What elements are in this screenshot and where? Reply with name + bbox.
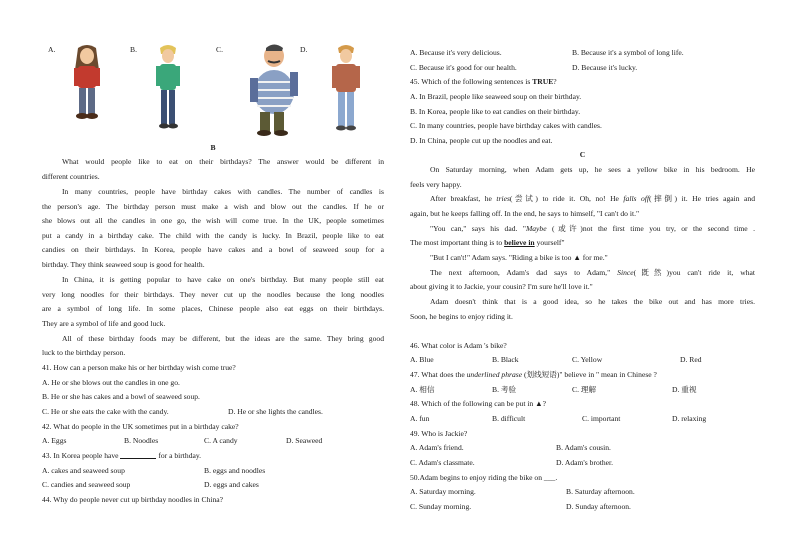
q48-option-d[interactable]: D. relaxing	[672, 414, 707, 423]
passage-b-p4-line1: All of these birthday foods may be different, but the ideas are the same. They bring good	[62, 334, 384, 343]
passage-b-p3-line3: are a symbol of long life. In some places, Chinese people also eat eggs on their birthdays.	[42, 304, 384, 313]
q46-option-d[interactable]: D. Red	[680, 355, 702, 364]
q50-option-a[interactable]: A. Saturday morning.	[410, 487, 476, 496]
passage-b-p3-line1: In China, it is getting popular to have cake on one's birthday. But many people still eat	[62, 275, 384, 284]
q45-option-d[interactable]: D. In China, people cut up the noodles and eat.	[410, 136, 553, 145]
q50-option-c[interactable]: C. Sunday morning.	[410, 502, 472, 511]
q46-option-c[interactable]: C. Yellow	[572, 355, 603, 364]
q41-option-d[interactable]: D. He or she lights the candles.	[228, 407, 323, 416]
c3-word-maybe: Maybe	[525, 224, 547, 233]
q47-text-a: 47. What does the	[410, 370, 467, 379]
q49-option-d[interactable]: D. Adam's brother.	[556, 458, 614, 467]
passage-c-p5-line1	[430, 268, 755, 277]
figure-c-man-image	[240, 42, 304, 138]
figure-label-a: A.	[48, 45, 56, 54]
passage-c-p3-line2	[410, 238, 565, 247]
q43-option-a[interactable]: A. cakes and seaweed soup	[42, 466, 125, 475]
section-b-heading: B	[210, 143, 216, 152]
question-45	[410, 77, 557, 86]
q47-option-d[interactable]: D. 重视	[672, 385, 697, 394]
c5-text-a: The next afternoon, Adam's dad says to Adam,"	[430, 268, 618, 277]
q47-option-c[interactable]: C. 理解	[572, 385, 597, 394]
q47-option-a[interactable]: A. 相信	[410, 385, 435, 394]
question-46: 46. What color is Adam 's bike?	[410, 341, 507, 350]
q49-option-a[interactable]: A. Adam's friend.	[410, 443, 464, 452]
q47-underlined-phrase: underlined phrase	[466, 370, 523, 379]
q48-option-c[interactable]: C. important	[582, 414, 621, 423]
q45-text-start: 45. Which of the following sentences is	[410, 77, 533, 86]
question-43	[42, 451, 201, 460]
passage-c-p1-line2: feels very happy.	[410, 180, 462, 189]
q43-blank[interactable]	[120, 458, 156, 459]
q41-option-c[interactable]: C. He or she eats the cake with the candy.	[42, 407, 169, 416]
q50-option-d[interactable]: D. Sunday afternoon.	[566, 502, 631, 511]
passage-b-p3-line4: They are a symbol of life and good luck.	[42, 319, 166, 328]
q46-option-a[interactable]: A. Blue	[410, 355, 434, 364]
q44-option-b[interactable]: B. Because it's a symbol of long life.	[572, 48, 684, 57]
q42-option-c[interactable]: C. A candy	[204, 436, 238, 445]
passage-c-p6-line1: Adam doesn't think that is a good idea, so he takes the bike out and has more tries.	[430, 297, 755, 306]
q44-option-a[interactable]: A. Because it's very delicious.	[410, 48, 502, 57]
c2-gloss-tries: (尝试)	[509, 194, 538, 203]
q44-option-c[interactable]: C. Because it's good for our health.	[410, 63, 517, 72]
passage-b-p1-line2: different countries.	[42, 172, 100, 181]
q43-text-start: 43. In Korea people have	[42, 451, 121, 460]
c2-word-tries: tries	[496, 194, 510, 203]
question-50: 50.Adam begins to enjoy riding the bike on ___.	[410, 473, 558, 482]
passage-b-p1-line1: What would people like to eat on their birthdays? The answer would be different in	[62, 157, 384, 166]
c3-underlined-believe-in: believe in	[504, 238, 535, 247]
q45-true-keyword: TRUE	[532, 77, 554, 86]
passage-b-p2-line1: In many countries, people have birthday cakes with candles. The number of candles is	[62, 187, 384, 196]
c2-gloss-falls-off: (摔倒)	[649, 194, 678, 203]
figure-label-d: D.	[300, 45, 308, 54]
passage-b-p4-line2: luck to the birthday person.	[42, 348, 126, 357]
passage-b-p2-line5: candies on their birthdays. In Korea, people have cakes and a bowl of seaweed soup for a	[42, 245, 384, 254]
passage-b-p2-line2: the person's age. The birthday person must make a wish and blow out the candles. If he or	[42, 202, 384, 211]
passage-b-p2-line3: she blows out all the candles in one go, the wish will come true. In the UK, people sometimes	[42, 216, 384, 225]
q44-option-d[interactable]: D. Because it's lucky.	[572, 63, 638, 72]
passage-c-p6-line2: Soon, he begins to enjoy riding it.	[410, 312, 513, 321]
passage-b-p3-line2: very long noodles for their birthdays. They never cut up the noodles because the long noodles	[42, 290, 384, 299]
passage-c-p2-line2: again, but he keeps falling off. In the end, he says to himself, "I can't do it."	[410, 209, 640, 218]
q43-text-end: for a birthday.	[156, 451, 202, 460]
q41-option-a[interactable]: A. He or she blows out the candles in one go.	[42, 378, 180, 387]
q49-option-c[interactable]: C. Adam's classmate.	[410, 458, 475, 467]
q47-text-b: (划线短语)" believe in " mean in Chinese ?	[522, 370, 657, 379]
figure-a-girl-image	[64, 44, 110, 122]
q47-option-b[interactable]: B. 考验	[492, 385, 517, 394]
c2-text-c: it. He tries again and	[677, 194, 755, 203]
figure-b-boy-image	[148, 44, 188, 134]
question-44: 44. Why do people never cut up birthday noodles in China?	[42, 495, 224, 504]
c5-word-since: Since	[617, 268, 634, 277]
figure-d-man-image	[326, 44, 366, 136]
figure-label-c: C.	[216, 45, 223, 54]
question-47	[410, 370, 657, 379]
q43-option-c[interactable]: C. candies and seaweed soup	[42, 480, 131, 489]
q42-option-a[interactable]: A. Eggs	[42, 436, 67, 445]
q49-option-b[interactable]: B. Adam's cousin.	[556, 443, 611, 452]
q46-option-b[interactable]: B. Black	[492, 355, 519, 364]
question-42: 42. What do people in the UK sometimes put in a birthday cake?	[42, 422, 239, 431]
c3-text-a: "You can," says his dad. "	[430, 224, 526, 233]
c3-text-d: yourself"	[534, 238, 565, 247]
c3-gloss-maybe: (或许)	[546, 224, 583, 233]
q42-option-d[interactable]: D. Seaweed	[286, 436, 323, 445]
question-49: 49. Who is Jackie?	[410, 429, 468, 438]
section-c-heading: C	[579, 150, 586, 159]
passage-c-p5-line2: about giving it to Jackie, your cousin? I'm sure he'll love it."	[410, 282, 593, 291]
passage-c-p4: "But I can't!" Adam says. "Riding a bike is too ▲ for me."	[430, 253, 608, 262]
q43-option-b[interactable]: B. eggs and noodles	[204, 466, 266, 475]
c2-text-b: to ride it. Oh, no! He	[537, 194, 624, 203]
q42-option-b[interactable]: B. Noodles	[124, 436, 159, 445]
q48-option-a[interactable]: A. fun	[410, 414, 430, 423]
figure-label-b: B.	[130, 45, 137, 54]
c3-text-c: The most important thing is to	[410, 238, 505, 247]
passage-c-p1-line1: On Saturday morning, when Adam gets up, he sees a yellow bike in his bedroom. He	[430, 165, 755, 174]
passage-c-p3-line1	[430, 224, 755, 233]
question-48: 48. Which of the following can be put in ▲?	[410, 399, 547, 408]
question-41: 41. How can a person make his or her birthday wish come true?	[42, 363, 236, 372]
q48-option-b[interactable]: B. difficult	[492, 414, 526, 423]
q45-option-a[interactable]: A. In Brazil, people like seaweed soup on their birthday.	[410, 92, 582, 101]
q45-option-c[interactable]: C. In many countries, people have birthday cakes with candles.	[410, 121, 602, 130]
c5-gloss-since: (既然)	[633, 268, 670, 277]
c2-text-a: After breakfast, he	[430, 194, 497, 203]
passage-b-p2-line6: birthday. They think seaweed soup is good for health.	[42, 260, 205, 269]
c3-text-b: not the first time you try, or the second time .	[582, 224, 755, 233]
q50-option-b[interactable]: B. Saturday afternoon.	[566, 487, 635, 496]
q43-option-d[interactable]: D. eggs and cakes	[204, 480, 259, 489]
passage-c-p2-line1	[430, 194, 755, 203]
c2-word-falls-off: falls off	[623, 194, 650, 203]
c5-text-b: you can't ride it, what	[669, 268, 756, 277]
q45-text-end: ?	[553, 77, 557, 86]
q45-option-b[interactable]: B. In Korea, people like to eat candies on their birthday.	[410, 107, 581, 116]
q41-option-b[interactable]: B. He or she has cakes and a bowl of seaweed soup.	[42, 392, 200, 401]
passage-b-p2-line4: put a candy in a birthday cake. The child with the candy is lucky. In Brazil, people like to eat	[42, 231, 384, 240]
